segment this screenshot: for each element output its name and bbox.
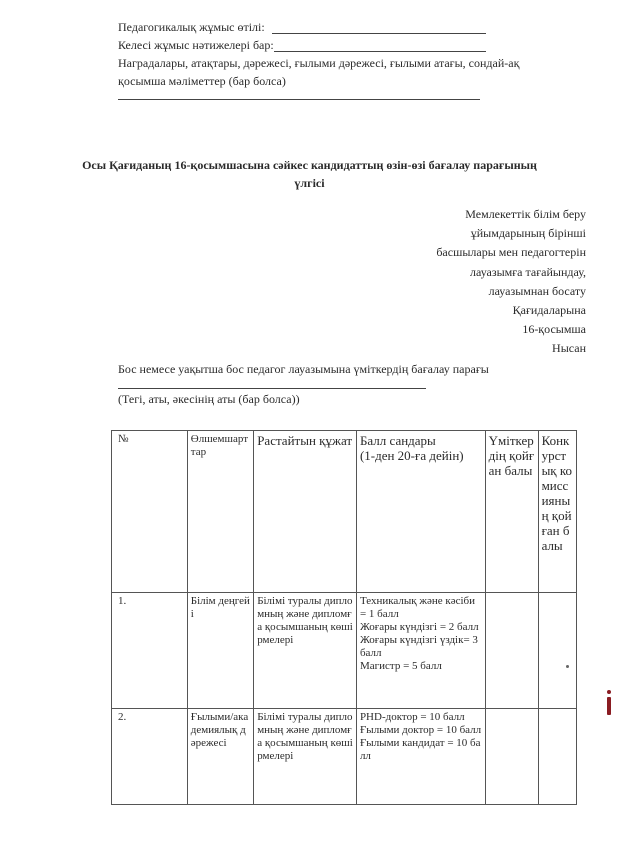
row-criteria: Ғылыми/академиялық дәрежесі: [187, 709, 253, 805]
evaluation-table: [111, 430, 577, 805]
row-points: [356, 709, 485, 805]
points-line: Техникалық және кәсіби: [359, 595, 476, 607]
scan-edge-mark: [607, 697, 611, 715]
row-commission-score[interactable]: [538, 593, 576, 709]
form-heading: Бос немесе уақытша бос педагог лауазымына үміткердің бағалау парағы: [118, 362, 489, 376]
row-commission-score[interactable]: [538, 709, 576, 805]
table-header-row: [112, 431, 577, 593]
page-title-line1: Осы Қағиданың 16-қосымшасына сәйкес кандидаттың өзін-өзі бағалау парағының: [82, 158, 537, 172]
annex-line: лауазымнан босату: [488, 283, 586, 298]
awards-field-line2: қосымша мәліметтер (бар болса): [118, 74, 286, 88]
annex-line: лауазымға тағайындау,: [469, 264, 586, 279]
annex-line: Мемлекеттік білім беру: [465, 207, 586, 221]
experience-field: [118, 20, 265, 35]
row-number: 1.: [112, 593, 188, 709]
points-line: Жоғары күндізгі = 2 балл: [359, 621, 479, 633]
results-field: [118, 38, 274, 53]
header-points-range: (1-ден 20-ға дейін): [359, 448, 464, 463]
results-label: Келесі жұмыс нәтижелері бар:: [118, 38, 274, 52]
header-points-title: Балл сандары: [359, 433, 436, 448]
page-title-line2: үлгісі: [294, 176, 325, 190]
row-document: Білімі туралы дипломның және дипломға қосымшаның көшірмелері: [254, 593, 357, 709]
awards-field-line1: Наградалары, атақтары, дәрежесі, ғылыми дәрежесі, ғылыми атағы, сондай-ақ: [118, 56, 520, 70]
points-line: Жоғары күндізгі үздік= 3 балл: [359, 634, 478, 659]
experience-blank: [272, 33, 486, 34]
header-points: [356, 431, 485, 593]
name-blank: [118, 388, 426, 389]
row-number: 2.: [112, 709, 188, 805]
annex-line: басшылары мен педагогтерін: [436, 245, 586, 260]
row-candidate-score[interactable]: [485, 593, 538, 709]
experience-label: Педагогикалық жұмыс өтілі:: [118, 20, 265, 34]
annex-line: ұйымдарының бірінші: [470, 226, 586, 241]
points-line: Ғылыми кандидат = 10 балл: [359, 737, 481, 762]
header-criteria: Өлшемшарттар: [187, 431, 253, 593]
row-candidate-score[interactable]: [485, 709, 538, 805]
annex-block: [436, 205, 586, 359]
row-points: [356, 593, 485, 709]
table-row: [112, 709, 577, 805]
header-commission-score: Конкурстық комиссияның қойған балы: [538, 431, 576, 593]
results-blank: [274, 51, 486, 52]
awards-blank: [118, 99, 480, 100]
row-criteria: Білім деңгейі: [187, 593, 253, 709]
header-document: Растайтын құжат: [254, 431, 357, 593]
name-hint: (Тегі, аты, әкесінің аты (бар болса)): [118, 392, 300, 406]
points-line: Магистр = 5 балл: [359, 660, 442, 672]
annex-line: Нысан: [552, 341, 586, 356]
annex-line: 16-қосымша: [522, 322, 586, 337]
header-number: №: [112, 431, 188, 593]
annex-line: Қағидаларына: [512, 303, 586, 318]
header-candidate-score: Үміткердің қойған балы: [485, 431, 538, 593]
row-document: Білімі туралы дипломның және дипломға қосымшаның көшірмелері: [254, 709, 357, 805]
scan-speck: [566, 665, 569, 668]
points-line: = 1 балл: [359, 608, 399, 620]
table-row: [112, 593, 577, 709]
points-line: PHD-доктор = 10 балл: [359, 711, 465, 723]
points-line: Ғылыми доктор = 10 балл: [359, 724, 482, 736]
